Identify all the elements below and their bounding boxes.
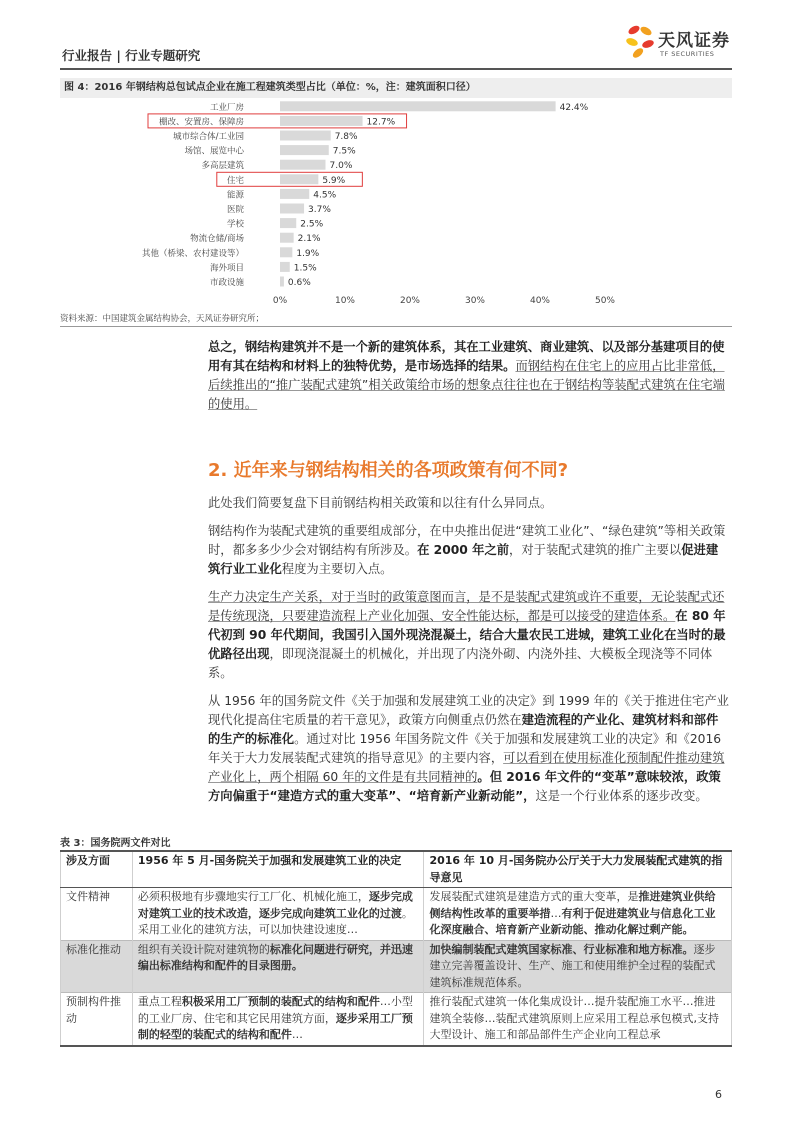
p4-text-a: 从 1956 年的国务院文件《关于加强和发展建筑工业的决定》到 1999 年的《关于推进住宅产业现代化提高住宅质量的若干意见》，政策方向侧重点仍然在 [208,694,729,727]
summary-underlined-text: 而钢结构在住宅上的应用占比非常低，后续推出的“推广装配式建筑”相关政策给市场的想象点往往也在于钢结构等装配式建筑在住宅端的使用。 [208,359,725,411]
page-number: 6 [715,1088,722,1101]
value-label: 1.9% [296,248,320,259]
table-title: 表 3：国务院两文件对比 [60,838,171,849]
cell-bold: 逐步完成对建筑工业的技术改造，逐步完成向建筑工业化的过渡 [137,890,413,920]
report-category: 行业报告 | 行业专题研究 [62,48,201,63]
table-cell: 推行装配式建筑一体化集成设计…提升装配施工水平…推进建筑全装修…装配式建筑原则上应采用工程总承包模式,支持大型设计、施工和部品部件生产企业向工程总承 [424,993,732,1046]
cell-bold: 标准化问题进行研究，并迅速编出标准结构和配件的目录图册。 [137,942,413,972]
bar [280,204,304,214]
bar [280,262,290,272]
cell-text: 发展装配式建筑是建造方式的重大变革，是 [429,890,639,903]
cell-bold: 逐步采用工厂预制的轻型的装配式的结构和配件 [137,1011,413,1041]
category-label: 城市综合体/工业园 [173,132,244,142]
x-tick-label: 0% [272,295,288,306]
cell-bold: 推进建筑业供给侧结构性改革的重要举措 [429,890,716,920]
logo-subtext: TF SECURITIES [660,50,715,58]
table-cell-aspect: 标准化推动 [61,940,133,993]
p2-text-a: 钢结构作为装配式建筑的重要组成部分，在中央推出促进“建筑工业化”、“绿色建筑”等相关政策时，都多多少少会对钢结构有所涉及。 [208,524,726,557]
cell-text: 必须积极地有步骤地实行工厂化、机械化施工， [137,890,369,903]
company-logo [624,22,734,66]
paragraph-4 [208,692,730,806]
p3-underlined-a: 生产力决定生产关系，对于当时的政策意图而言，是不是装配式建筑或许不重要，无论装配式还是传统现浇，只要建造流程上产业化加强、安全性能达标，都是可以接受的建造体系。 [208,590,725,623]
table-header-cell: 涉及方面 [61,851,133,888]
table-cell-aspect: 文件精神 [61,888,133,941]
p2-text-c: ，对于装配式建筑的推广主要以 [509,543,682,557]
logo-text: 天风证券 [658,31,730,51]
bar [280,277,284,287]
table-row [61,888,732,941]
p4-bold-e: 。但 2016 年文件的“变革”意味较浓，政策方向偏重于“建造方式的重大变革”、“培育新产业新动能”， [208,770,721,803]
category-label: 场馆、展览中心 [184,146,244,157]
bar [280,233,294,243]
x-tick-label: 30% [464,295,486,306]
p4-underlined-d: 可以看到在使用标准化预制配件推动建筑产业化上，两个相隔 60 年的文件是有共同精神的 [208,751,725,784]
x-tick-label: 20% [399,295,421,306]
paragraph-1: 此处我们简要复盘下目前钢结构相关政策和以往有什么异同点。 [208,496,553,510]
bar-chart [60,96,732,308]
x-tick-label: 50% [594,295,616,306]
bar [280,131,331,141]
logo-mark-icon [624,22,658,66]
p4-text-f: 这是一个行业体系的逐步改变。 [535,789,708,803]
bar [280,247,292,257]
cell-text: …小型的工业厂房、住宅和其它民用建筑方面， [137,995,413,1025]
cell-text: 。采用工业化的建筑方法，可以加快建设速度… [137,906,413,936]
cell-text: 逐步建立完善覆盖设计、生产、施工和使用维护全过程的装配式建筑标准规范体系。 [429,942,716,989]
value-label: 7.0% [329,161,353,172]
value-label: 0.6% [287,278,311,288]
figure-source: 资料来源：中国建筑金属结构协会，天风证券研究所； [60,314,265,324]
table-header-row [61,851,732,888]
p3-bold-b: 在 80 年代初到 90 年代期间，我国引入国外现浇混凝土，结合大量农民工进城，建筑工业化在当时的最优路径出现 [208,609,726,661]
table-cell-aspect: 预制构件推动 [61,993,133,1046]
bar [280,174,318,184]
cell-bold: 加快编制装配式建筑国家标准、行业标准和地方标准。 [429,942,694,956]
value-label: 42.4% [559,102,589,113]
category-label: 海外项目 [209,263,244,274]
p4-text-c: 。通过对比 1956 年国务院文件《关于加强和发展建筑工业的决定》和《2016 年关于大力发展装配式建筑的指导意见》的主要内容， [208,732,722,765]
summary-paragraph [208,338,730,414]
p3-text-c: ，即现浇混凝土的机械化，并出现了内浇外砌、内浇外挂、大模板全现浇等不同体系。 [208,647,713,680]
category-label: 学校 [226,219,244,230]
value-label: 2.1% [297,234,321,245]
bar [280,116,363,126]
cell-text: … [550,906,562,920]
p2-bold-b: 在 2000 年之前 [417,543,510,557]
cell-bold: 有利于促进建筑业与信息化工业化深度融合、培育新产业新动能、推动化解过剩产能。 [429,906,716,936]
x-tick-label: 10% [334,295,356,306]
figure-title: 图 4：2016 年钢结构总包试点企业在施工程建筑类型占比（单位：%，注：建筑面积口径） [60,78,732,98]
cell-text: … [291,1028,303,1041]
summary-bold-text: 总之，钢结构建筑并不是一个新的建筑体系，其在工业建筑、商业建筑、以及部分基建项目的使用有其在结构和材料上的独特优势，是市场选择的结果。 [208,340,725,373]
table-cell [132,993,424,1046]
value-label: 1.5% [293,263,317,274]
bar [280,101,556,111]
value-label: 2.5% [300,219,324,230]
table-header-cell: 2016 年 10 月-国务院办公厅关于大力发展装配式建筑的指导意见 [424,851,732,888]
category-label: 工业厂房 [209,102,244,113]
category-label: 住宅 [226,175,244,186]
p2-bold-d: 促进建筑行业工业化 [208,543,719,576]
table-row [61,993,732,1046]
x-tick-label: 40% [529,295,551,306]
header-divider [60,68,732,70]
comparison-table [60,850,732,1047]
table-cell [132,940,424,993]
p2-text-e: 程度为主要切入点。 [281,562,393,576]
category-label: 多高层建筑 [201,161,244,172]
bar [280,218,296,228]
bar [280,145,329,155]
value-label: 4.5% [313,190,337,201]
category-label: 能源 [226,190,244,201]
table-header-cell: 1956 年 5 月-国务院关于加强和发展建筑工业的决定 [132,851,424,888]
source-divider [60,326,732,327]
bar [280,160,326,170]
table-cell [424,888,732,941]
value-label: 12.7% [366,117,396,128]
bar [280,189,309,199]
value-label: 7.8% [334,132,358,142]
cell-text: 组织有关设计院对建筑物的 [137,942,270,956]
value-label: 7.5% [332,146,356,157]
category-label: 物流仓储/商场 [190,234,244,245]
paragraph-3 [208,588,730,683]
paragraph-2 [208,522,730,579]
value-label: 5.9% [322,175,346,186]
table-row [61,940,732,993]
table-cell [132,888,424,941]
category-label: 棚改、安置房、保障房 [158,117,244,128]
cell-bold: 积极采用工厂预制的装配式的结构和配件 [181,995,380,1008]
section-title: 2. 近年来与钢结构相关的各项政策有何不同? [208,460,569,481]
table-cell [424,940,732,993]
category-label: 医院 [226,205,244,215]
cell-text: 重点工程 [137,995,182,1008]
p4-bold-b: 建造流程的产业化、建筑材料和部件的生产的标准化 [208,713,719,746]
value-label: 3.7% [308,205,331,215]
category-label: 其他（桥梁、农村建设等） [141,248,244,259]
category-label: 市政设施 [209,278,244,288]
